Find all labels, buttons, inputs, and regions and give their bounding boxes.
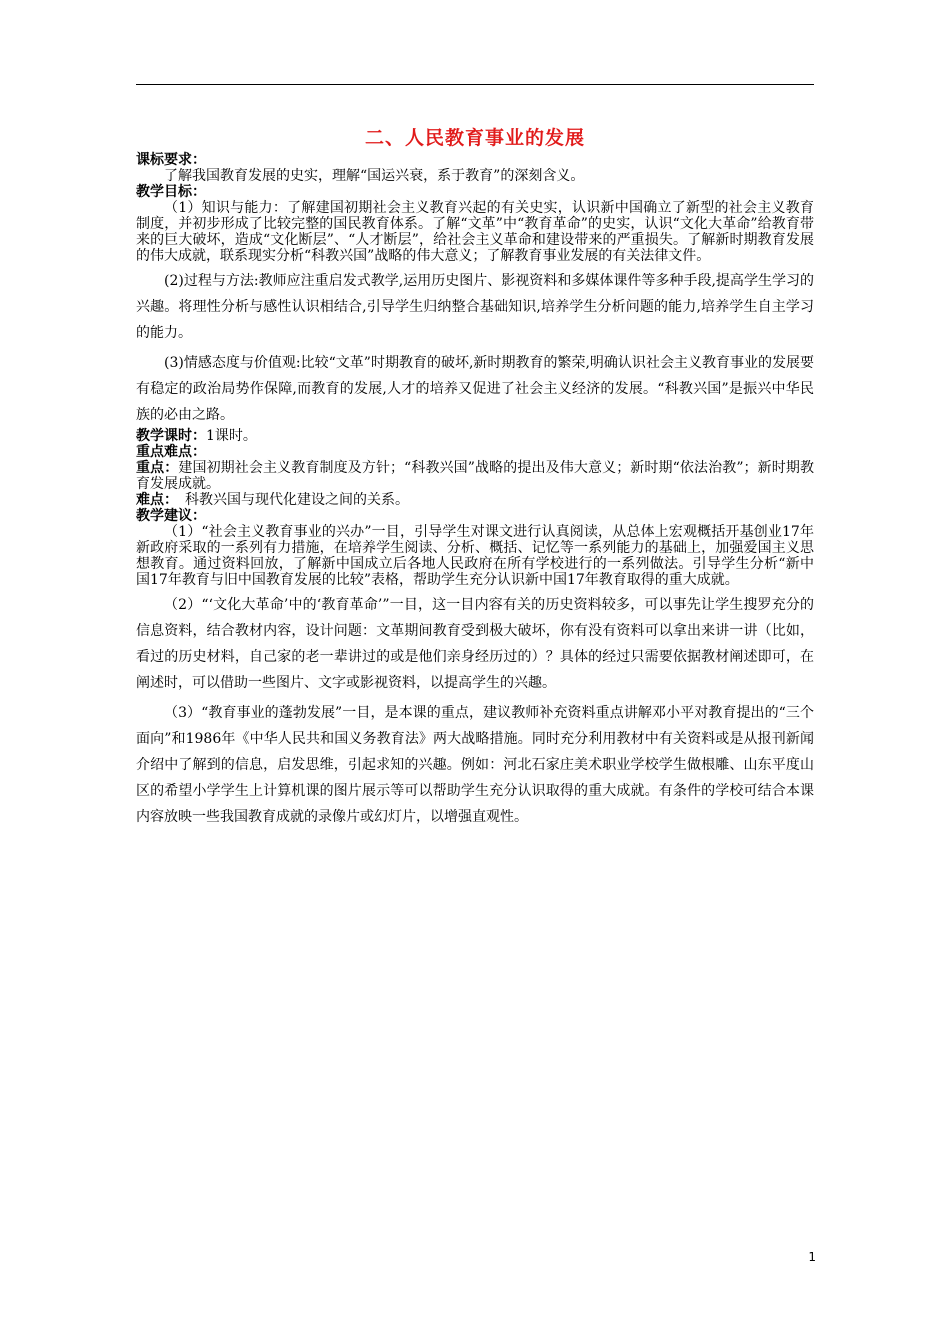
- jianyi-paragraph-2: （2）“‘文化大革命’中的‘教育革命’”一目，这一目内容有关的历史资料较多，可以事先让学生搜罗充分的信息资料，结合教材内容，设计问题：文革期间教育受到极大破坏，你有没有资料可以拿出来讲一讲（比如，看过的历史材料，自己家的老一辈讲过的或是他们亲身经历过的）？具体的经过只需要依据教材阐述即可，在阐述时，可以借助一些图片、文字或影视资料，以提高学生的兴趣。: [136, 597, 814, 691]
- page-number: 1: [808, 1250, 816, 1264]
- section-heading-keshi: 教学课时：: [136, 428, 206, 444]
- mubiao-paragraph-3: (3)情感态度与价值观:比较“文革”时期教育的破坏,新时期教育的繁荣,明确认识社会主义教育事业的发展要有稳定的政治局势作保障,而教育的发展,人才的培养又促进了社会主义经济的发展。“科教兴国”是振兴中华民族的必由之路。: [136, 355, 814, 423]
- mubiao-paragraph-2: (2)过程与方法:教师应注重启发式教学,运用历史图片、影视资料和多媒体课件等多种手段,提高学生学习的兴趣。将理性分析与感性认识相结合,引导学生归纳整合基础知识,培养学生分析问题的能力,培养学生自主学习的能力。: [136, 273, 814, 341]
- section-heading-zhongnan: 重点难点：: [136, 444, 206, 460]
- zhongdian-text: 建国初期社会主义教育制度及方针；“科教兴国”战略的提出及伟大意义；新时期“依法治教”；新时期教育发展成就。: [136, 460, 814, 492]
- zhongdian-line: [136, 460, 814, 492]
- page-title: 二、人民教育事业的发展: [364, 127, 585, 149]
- jianyi-paragraph-1: （1）“社会主义教育事业的兴办”一目，引导学生对课文进行认真阅读，从总体上宏观概括开基创业17年新政府采取的一系列有力措施，在培养学生阅读、分析、概括、记忆等一系列能力的基础上，加强爱国主义思想教育。通过资料回放，了解新中国成立后各地人民政府在所有学校进行的一系列做法。引导学生分析“新中国17年教育与旧中国教育发展的比较”表格，帮助学生充分认识新中国17年教育取得的重大成就。: [136, 524, 814, 588]
- mubiao-paragraph-1: （1）知识与能力：了解建国初期社会主义教育兴起的有关史实，认识新中国确立了新型的社会主义教育制度，并初步形成了比较完整的国民教育体系。了解“文革”中“教育革命”的史实，认识“文化大革命”给教育带来的巨大破坏，造成“文化断层”、“人才断层”，给社会主义革命和建设带来的严重损失。了解新时期教育发展的伟大成就，联系现实分析“科教兴国”战略的伟大意义；了解教育事业发展的有关法律文件。: [136, 200, 814, 264]
- kebiao-text: 了解我国教育发展的史实，理解“国运兴衰，系于教育”的深刻含义。: [164, 168, 585, 184]
- section-heading-jianyi: 教学建议：: [136, 508, 206, 524]
- nandian-line: [136, 492, 814, 508]
- keshi-line: [136, 428, 814, 444]
- nandian-text: 科教兴国与现代化建设之间的关系。: [171, 492, 409, 508]
- section-heading-kebiao: 课标要求：: [136, 152, 206, 168]
- header-rule: [136, 84, 814, 85]
- document-body: [136, 124, 814, 830]
- section-heading-mubiao: 教学目标：: [136, 184, 206, 200]
- zhongdian-label: 重点：: [136, 460, 179, 476]
- jianyi-paragraph-3: （3）“教育事业的蓬勃发展”一目，是本课的重点，建议教师补充资料重点讲解邓小平对教育提出的“三个面向”和1986年《中华人民共和国义务教育法》两大战略措施。同时充分利用教材中有关资料或是从报刊新闻介绍中了解到的信息，启发思维，引起求知的兴趣。例如：河北石家庄美术职业学校学生做根雕、山东平度山区的希望小学学生上计算机课的图片展示等可以帮助学生充分认识取得的重大成就。有条件的学校可结合本课内容放映一些我国教育成就的录像片或幻灯片，以增强直观性。: [136, 705, 814, 825]
- nandian-label: 难点：: [136, 492, 171, 508]
- keshi-text: 1课时。: [206, 428, 257, 444]
